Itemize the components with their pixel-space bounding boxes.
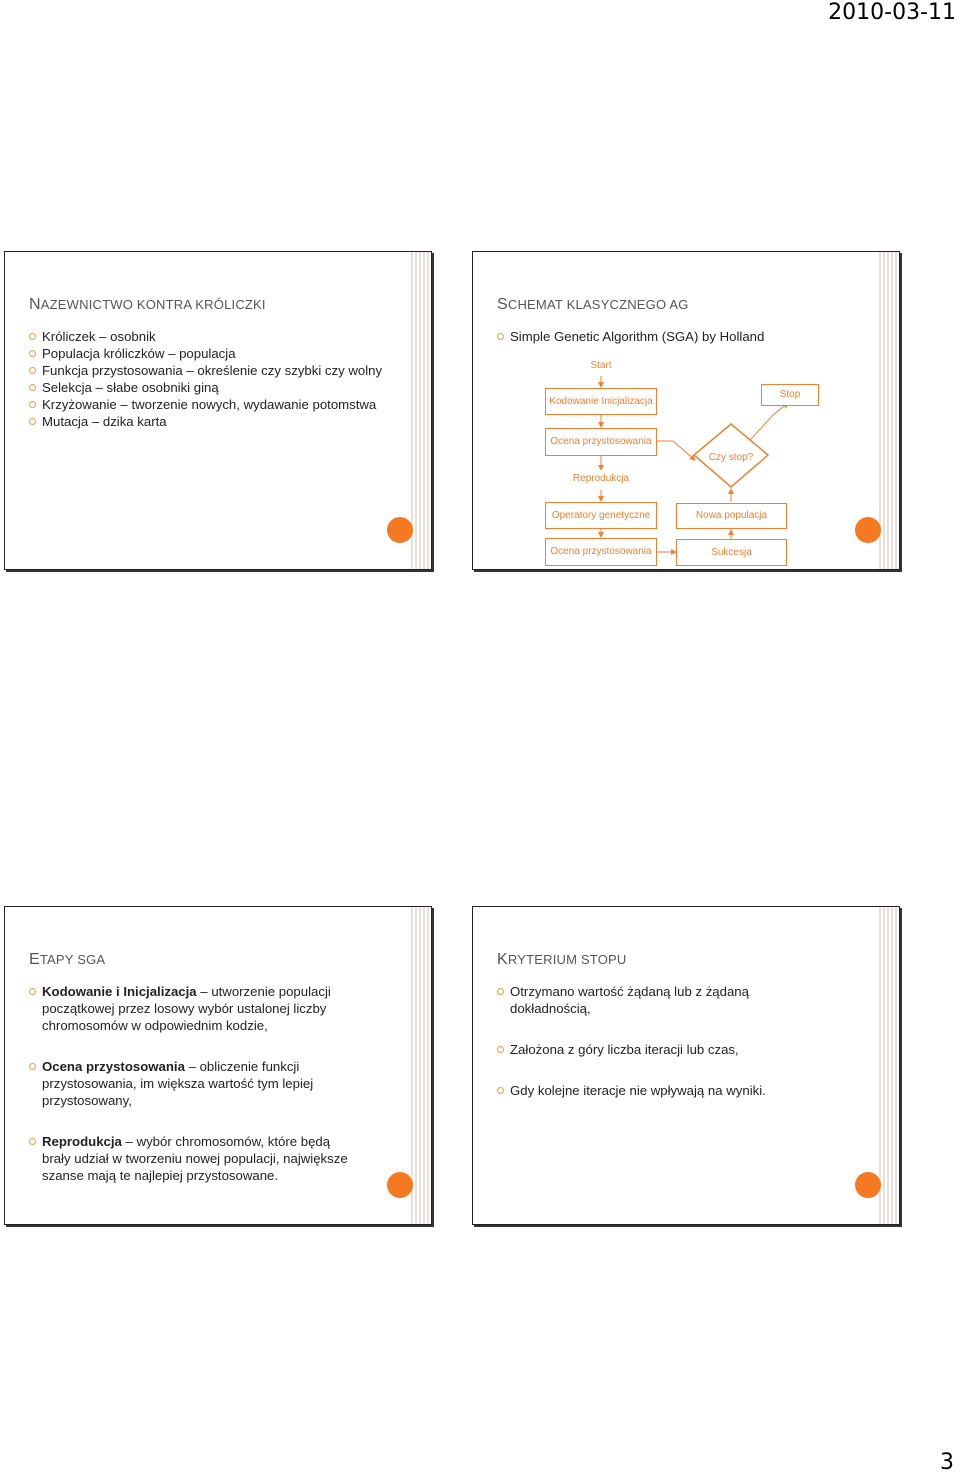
bullet-icon [29, 384, 36, 391]
list-item: Gdy kolejne iteracje nie wpływają na wyniki. [497, 1082, 789, 1099]
slide-decoration [879, 907, 899, 1224]
slide-title: ETAPY SGA [29, 951, 106, 968]
bullet-list [29, 983, 391, 1184]
slide-decoration [411, 907, 431, 1224]
bullet-icon [29, 1063, 36, 1070]
bullet-icon [29, 367, 36, 374]
bullet-list [497, 983, 789, 1099]
bullet-icon [497, 1087, 504, 1094]
list-item: Selekcja – słabe osobniki giną [29, 379, 391, 396]
slide-title: NAZEWNICTWO KONTRA KRÓLICZKI [29, 296, 266, 313]
flow-ocena-2: Ocena przystosowania [545, 538, 657, 566]
flow-czy-stop: Czy stop? [708, 452, 754, 463]
list-item: Simple Genetic Algorithm (SGA) by Holland [497, 328, 859, 345]
slide-schemat [472, 251, 900, 570]
page-number: 3 [940, 1450, 954, 1475]
list-item: Ocena przystosowania – obliczenie funkcji przystosowania, im większa wartość tym lepiej przystosowany, [29, 1058, 391, 1109]
flow-start: Start [570, 357, 632, 375]
list-item: Mutacja – dzika karta [29, 413, 391, 430]
list-item: Populacja króliczków – populacja [29, 345, 391, 362]
bullet-icon [29, 333, 36, 340]
list-item: Kodowanie i Inicjalizacja – utworzenie populacji początkowej przez losowy wybór ustalonej liczby chromosomów w odpowiednim kodzie, [29, 983, 391, 1034]
slide-kryterium-stopu [472, 906, 900, 1225]
bullet-icon [29, 401, 36, 408]
circle-icon [855, 1172, 881, 1198]
list-item: Króliczek – osobnik [29, 328, 391, 345]
bullet-icon [497, 988, 504, 995]
flow-kodowanie: Kodowanie Inicjalizacja [545, 388, 657, 415]
slide-title: KRYTERIUM STOPU [497, 951, 627, 968]
circle-icon [387, 1172, 413, 1198]
flow-reprodukcja: Reprodukcja [553, 470, 649, 488]
list-item: Krzyżowanie – tworzenie nowych, wydawanie potomstwa [29, 396, 391, 413]
flow-stop: Stop [761, 384, 819, 406]
bullet-icon [497, 1046, 504, 1053]
slide-etapy-sga [4, 906, 432, 1225]
flow-nowa-populacja: Nowa populacja [676, 503, 787, 529]
slide-nazewnictwo [4, 251, 432, 570]
circle-icon [387, 517, 413, 543]
slide-title: SCHEMAT KLASYCZNEGO AG [497, 296, 689, 313]
bullet-icon [29, 350, 36, 357]
bullet-icon [29, 1138, 36, 1145]
bullet-icon [29, 418, 36, 425]
page-date: 2010-03-11 [828, 0, 956, 25]
list-item: Założona z góry liczba iteracji lub czas, [497, 1041, 789, 1058]
bullet-list [29, 328, 391, 430]
slide-decoration [411, 252, 431, 569]
flow-sukcesja: Sukcesja [676, 539, 787, 566]
list-item: Reprodukcja – wybór chromosomów, które będą brały udział w tworzeniu nowej populacji, największe szanse mają te najlepiej przystosowane. [29, 1133, 351, 1184]
circle-icon [855, 517, 881, 543]
list-item: Funkcja przystosowania – określenie czy szybki czy wolny [29, 362, 391, 379]
bullet-icon [29, 988, 36, 995]
flow-ocena-1: Ocena przystosowania [545, 428, 657, 456]
list-item: Otrzymano wartość żądaną lub z żądaną dokładnością, [497, 983, 789, 1017]
flow-operatory: Operatory genetyczne [545, 502, 657, 529]
